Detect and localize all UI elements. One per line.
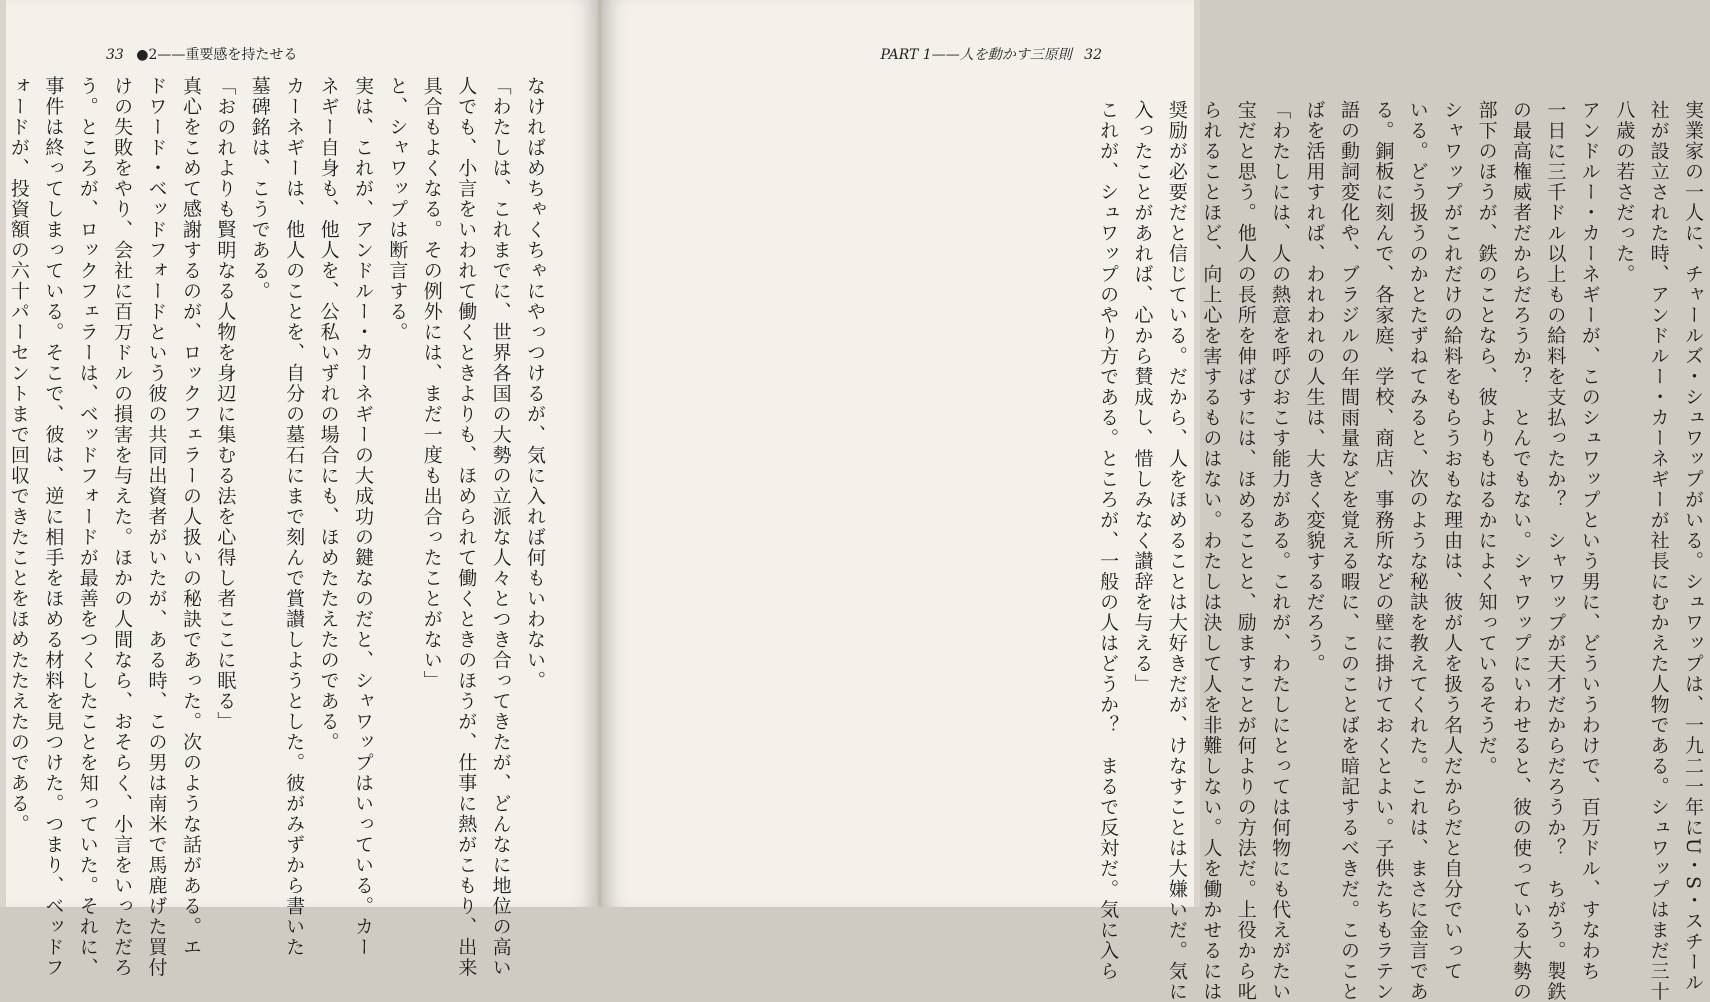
text-line: 人でも、小言をいわれて働くときよりも、ほめられて働くときのほうが、仕事に熱がこもり、出来 [455,76,478,978]
text-line: 実は、これが、アンドルー・カーネギーの大成功の鍵なのだと、シャワップはいっている。カー [351,76,374,958]
left-page-body [7,76,552,978]
text-line: る。銅板に刻んで、各家庭、学校、商店、事務所などの壁に掛けておくとよい。子供たちもラテン [1372,100,1395,1002]
text-line: けの失敗をやり、会社に百万ドルの損害を与えた。ほかの人間なら、おそらく、小言をいっただろ [111,76,134,978]
text-line: ばを活用すれば、われわれの人生は、大きく変貌するだろう。 [1303,100,1326,674]
text-line: ドワード・ベッドフォードという彼の共同出資者がいたが、ある時、この男は南米で馬鹿げた買付 [145,76,168,978]
text-line: ォードが、投資額の六十パーセントまで回収できたことをほめたたえたのである。 [7,76,30,835]
text-line: の最高権威者だからだろうか？ とんでもない。シャワップにいわせると、彼の使っている大勢の [1509,100,1532,1002]
text-line: 社が設立された時、アンドルー・カーネギーが社長にむかえた人物である。シュワップはまだ三十 [1647,100,1670,1002]
left-running-header [98,44,297,64]
text-line: ネギー自身も、他人を、公私いずれの場合にも、ほめたたえたのである。 [317,76,340,753]
text-line: いる。どう扱うのかとたずねてみると、次のような秘訣を教えてくれた。これは、まさに金言であ [1406,100,1429,1002]
text-line: シャワップがこれだけの給料をもらうおもな理由は、彼が人を扱う名人だからだと自分でいって [1441,100,1464,982]
text-line: 「おのれよりも賢明なる人物を身辺に集むる法を心得し者ここに眠る」 [214,76,237,732]
right-running-header [880,44,1110,64]
part-title: PART 1——人を動かす三原則 [880,47,1072,63]
text-line: と、シャワップは断言する。 [386,76,409,343]
text-line: なければめちゃくちゃにやっつけるが、気に入れば何もいわない。 [524,76,546,691]
text-line: う。ところが、ロックフェラーは、ベッドフォードが最善をつくしたことを知っていた。それに、 [76,76,99,978]
right-page-number: 32 [1084,47,1102,63]
text-line: 部下のほうが、鉄のことなら、彼よりもはるかによく知っているそうだ。 [1475,100,1498,777]
chapter-title: ●2——重要感を持たせる [136,47,298,63]
left-page [0,0,598,978]
text-line: 奨励が必要だと信じている。だから、人をほめることは大好きだが、けなすことは大嫌いだ。気に [1165,100,1188,1002]
text-line: これが、シュワップのやり方である。ところが、一般の人はどうか？ まるで反対だ。気に入ら [1097,100,1120,982]
text-line: 墓碑銘は、こうである。 [248,76,271,302]
right-page [602,0,1704,1002]
text-line: 八歳の若さだった。 [1613,100,1636,285]
text-line: 「わたしは、これまでに、世界各国の大勢の立派な人々とつき合ってきたが、どんなに地位の高い [489,76,512,978]
text-line: アンドルー・カーネギーが、このシュワップという男に、どういうわけで、百万ドル、すなわち [1578,100,1601,982]
text-line: 入ったことがあれば、心から賛成し、惜しみなく讃辞を与える」 [1131,100,1154,695]
left-page-number: 33 [106,47,124,63]
text-line: 真心をこめて感謝するのが、ロックフェラーの人扱いの秘訣であった。次のような話がある。エ [179,76,202,958]
text-line: 宝だと思う。他人の長所を伸ばすには、ほめることと、励ますことが何よりの方法だ。上役から叱 [1234,100,1257,1002]
text-line: 「わたしには、人の熱意を呼びおこす能力がある。これが、わたしにとっては何物にも代えがたい [1269,100,1292,1002]
text-line: 実業家の一人に、チャールズ・シュワップがいる。シュワップは、一九二一年にU・S・スチール [1682,100,1704,994]
text-line: 事件は終ってしまっている。そこで、彼は、逆に相手をほめる材料を見つけた。つまり、ベッドフ [42,76,65,978]
text-line: 語の動詞変化や、ブラジルの年間雨量などを覚える暇に、このことばを暗記するべきだ。このこと [1337,100,1360,1002]
right-page-body [1097,100,1710,1002]
text-line: られることほど、向上心を害するものはない。わたしは決して人を非難しない。人を働かせるには [1200,100,1223,1002]
text-line: 一日に三千ドル以上もの給料を支払ったか？ シャワップが天才だからだろうか？ ちがう。製鉄 [1544,100,1567,1002]
text-line: カーネギーは、他人のことを、自分の墓石にまで刻んで賞讃しようとした。彼がみずから書いた [283,76,306,958]
text-line: 具合もよくなる。その例外には、まだ一度も出合ったことがない」 [420,76,443,691]
